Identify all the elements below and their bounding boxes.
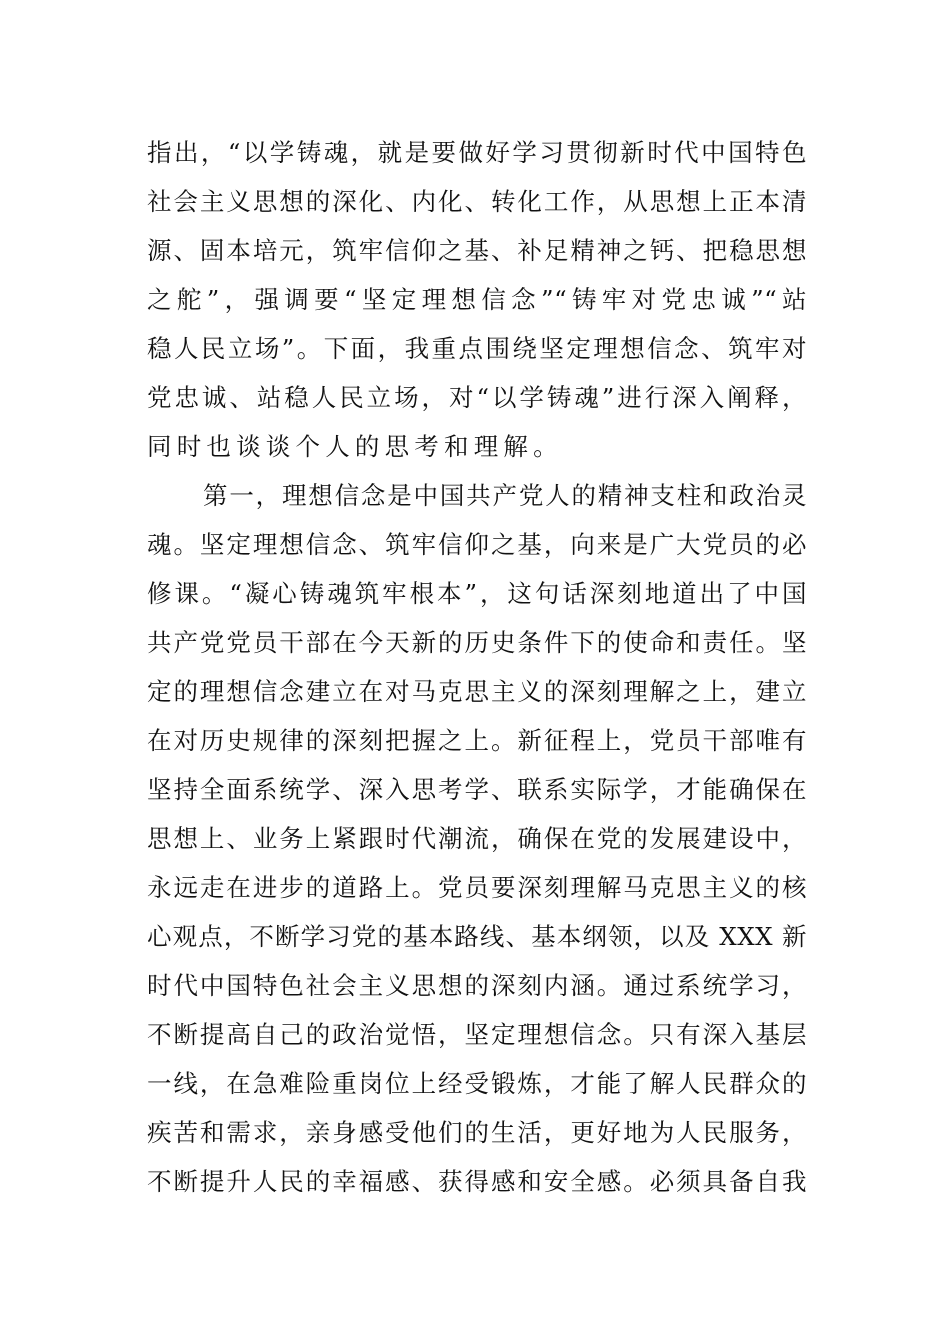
- text-line: 时代中国特色社会主义思想的深刻内涵。通过系统学习，: [147, 971, 807, 1000]
- text-line: 不断提升人民的幸福感、获得感和安全感。必须具备自我: [147, 1167, 807, 1196]
- text-line: 稳人民立场”。下面，我重点围绕坚定理想信念、筑牢对: [147, 334, 807, 363]
- text-line: 在对历史规律的深刻把握之上。新征程上，党员干部唯有: [147, 726, 807, 755]
- text-line: 党忠诚、站稳人民立场，对“以学铸魂”进行深入阐释，: [147, 383, 807, 412]
- text-line: 社会主义思想的深化、内化、转化工作，从思想上正本清: [147, 187, 807, 216]
- text-line: 坚持全面系统学、深入思考学、联系实际学，才能确保在: [147, 775, 807, 804]
- text-line: 共产党党员干部在今天新的历史条件下的使命和责任。坚: [147, 628, 807, 657]
- text-line: 魂。坚定理想信念、筑牢信仰之基，向来是广大党员的必: [147, 530, 807, 559]
- text-line: 源、固本培元，筑牢信仰之基、补足精神之钙、把稳思想: [147, 236, 807, 265]
- text-line: 同时也谈谈个人的思考和理解。: [147, 432, 563, 461]
- text-line: 之舵”，强调要“坚定理想信念”“铸牢对党忠诚”“站: [147, 285, 807, 314]
- text-line: 修课。“凝心铸魂筑牢根本”，这句话深刻地道出了中国: [147, 579, 807, 608]
- text-line: 第一，理想信念是中国共产党人的精神支柱和政治灵: [203, 481, 807, 510]
- body-text: [147, 128, 807, 1206]
- text-line: 指出，“以学铸魂，就是要做好学习贯彻新时代中国特色: [147, 138, 807, 167]
- text-line: 疾苦和需求，亲身感受他们的生活，更好地为人民服务，: [147, 1118, 807, 1147]
- text-line: 心观点，不断学习党的基本路线、基本纲领，以及 XXX 新: [147, 922, 807, 951]
- text-line: 永远走在进步的道路上。党员要深刻理解马克思主义的核: [147, 873, 807, 902]
- text-line: 思想上、业务上紧跟时代潮流，确保在党的发展建设中，: [147, 824, 807, 853]
- text-line: 不断提高自己的政治觉悟，坚定理想信念。只有深入基层: [147, 1020, 807, 1049]
- text-line: 一线，在急难险重岗位上经受锻炼，才能了解人民群众的: [147, 1069, 807, 1098]
- text-line: 定的理想信念建立在对马克思主义的深刻理解之上，建立: [147, 677, 807, 706]
